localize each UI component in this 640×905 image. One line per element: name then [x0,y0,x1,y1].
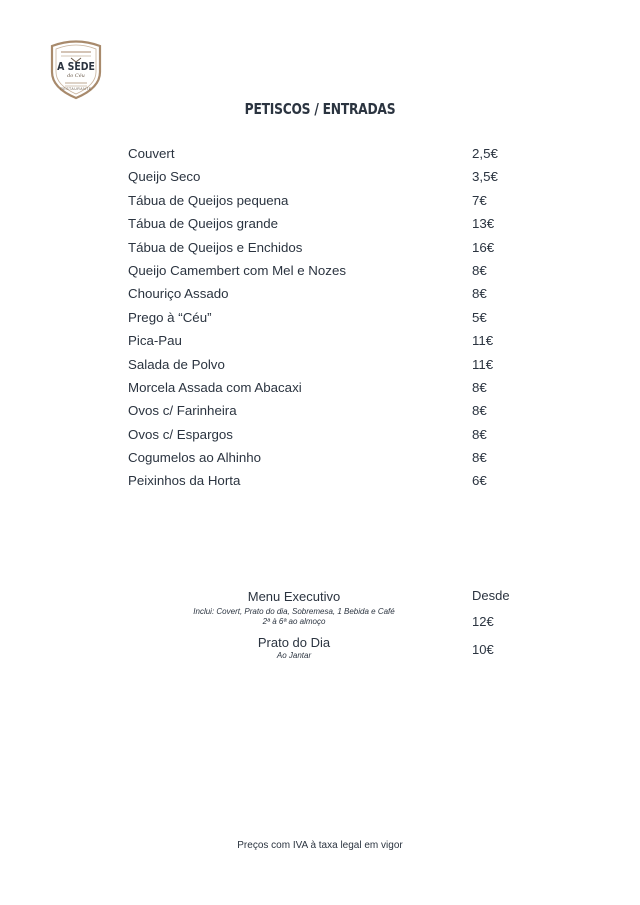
menu-item-name: Salada de Polvo [128,356,225,372]
menu-item-name: Tábua de Queijos e Enchidos [128,239,303,255]
menu-item-price: 8€ [472,403,487,419]
menu-item [128,353,528,376]
menu-item-price: 8€ [472,426,487,442]
menu-item [128,212,528,235]
menu-item [128,142,528,165]
menu-item-name: Tábua de Queijos grande [128,216,279,232]
menu-items-list [128,142,528,493]
menu-executivo-schedule: 2ª à 6ª ao almoço [262,617,326,626]
menu-item-name: Peixinhos da Horta [128,473,241,489]
menu-item-name: Pica-Pau [128,333,182,349]
menu-item [128,165,528,188]
menu-item-name: Tábua de Queijos pequena [128,192,289,208]
menu-item-price: 8€ [472,286,487,302]
menu-item [128,469,528,492]
menu-item-name: Ovos c/ Espargos [128,426,233,442]
menu-item [128,189,528,212]
menu-item [128,306,528,329]
menu-item-name: Cogumelos ao Alhinho [128,450,262,466]
menu-item-name: Chouriço Assado [128,286,229,302]
set-menus [160,588,520,664]
logo-subtitle: do Céu [67,73,85,79]
menu-item-price: 5€ [472,309,487,325]
menu-item [128,259,528,282]
menu-item-price: 3,5€ [472,169,498,185]
menu-executivo-price-label: Desde [472,588,510,603]
prato-do-dia-title: Prato do Dia [257,635,331,650]
menu-item [128,399,528,422]
menu-item-price: 13€ [472,216,495,232]
menu-executivo [160,588,520,634]
menu-item-price: 11€ [472,333,494,349]
menu-item-price: 8€ [472,262,487,278]
logo-name: A SEDE [57,60,95,73]
menu-item [128,236,528,259]
menu-item-price: 6€ [472,473,487,489]
menu-item-price: 11€ [472,356,494,372]
prato-do-dia-price: 10€ [472,642,494,657]
menu-item-name: Couvert [128,146,175,161]
menu-executivo-title: Menu Executivo [247,589,341,604]
prato-do-dia [160,634,520,664]
menu-item-price: 7€ [472,192,487,208]
menu-executivo-price: 12€ [472,614,494,629]
menu-item-price: 2,5€ [472,146,498,161]
section-title: PETISCOS / ENTRADAS [244,100,396,118]
menu-item-name: Prego à “Céu” [128,309,212,325]
menu-item [128,329,528,352]
menu-item-name: Ovos c/ Farinheira [128,403,237,419]
menu-item [128,446,528,469]
menu-item-name: Queijo Seco [128,169,201,185]
menu-item-price: 8€ [472,379,487,395]
menu-item [128,423,528,446]
menu-item-price: 16€ [472,239,495,255]
menu-item-name: Morcela Assada com Abacaxi [128,379,302,395]
menu-item [128,376,528,399]
footer-note: Preços com IVA à taxa legal em vigor [237,840,403,851]
menu-item [128,282,528,305]
menu-item-name: Queijo Camembert com Mel e Nozes [128,262,346,278]
menu-executivo-includes: Inclui: Covert, Prato do dia, Sobremesa, 1 Bebida e Café [193,607,395,616]
menu-item-price: 8€ [472,450,487,466]
restaurant-logo [47,38,105,100]
prato-do-dia-note: Ao Jantar [276,651,312,660]
logo-bottom-text: RESTAURANTE [60,87,92,91]
